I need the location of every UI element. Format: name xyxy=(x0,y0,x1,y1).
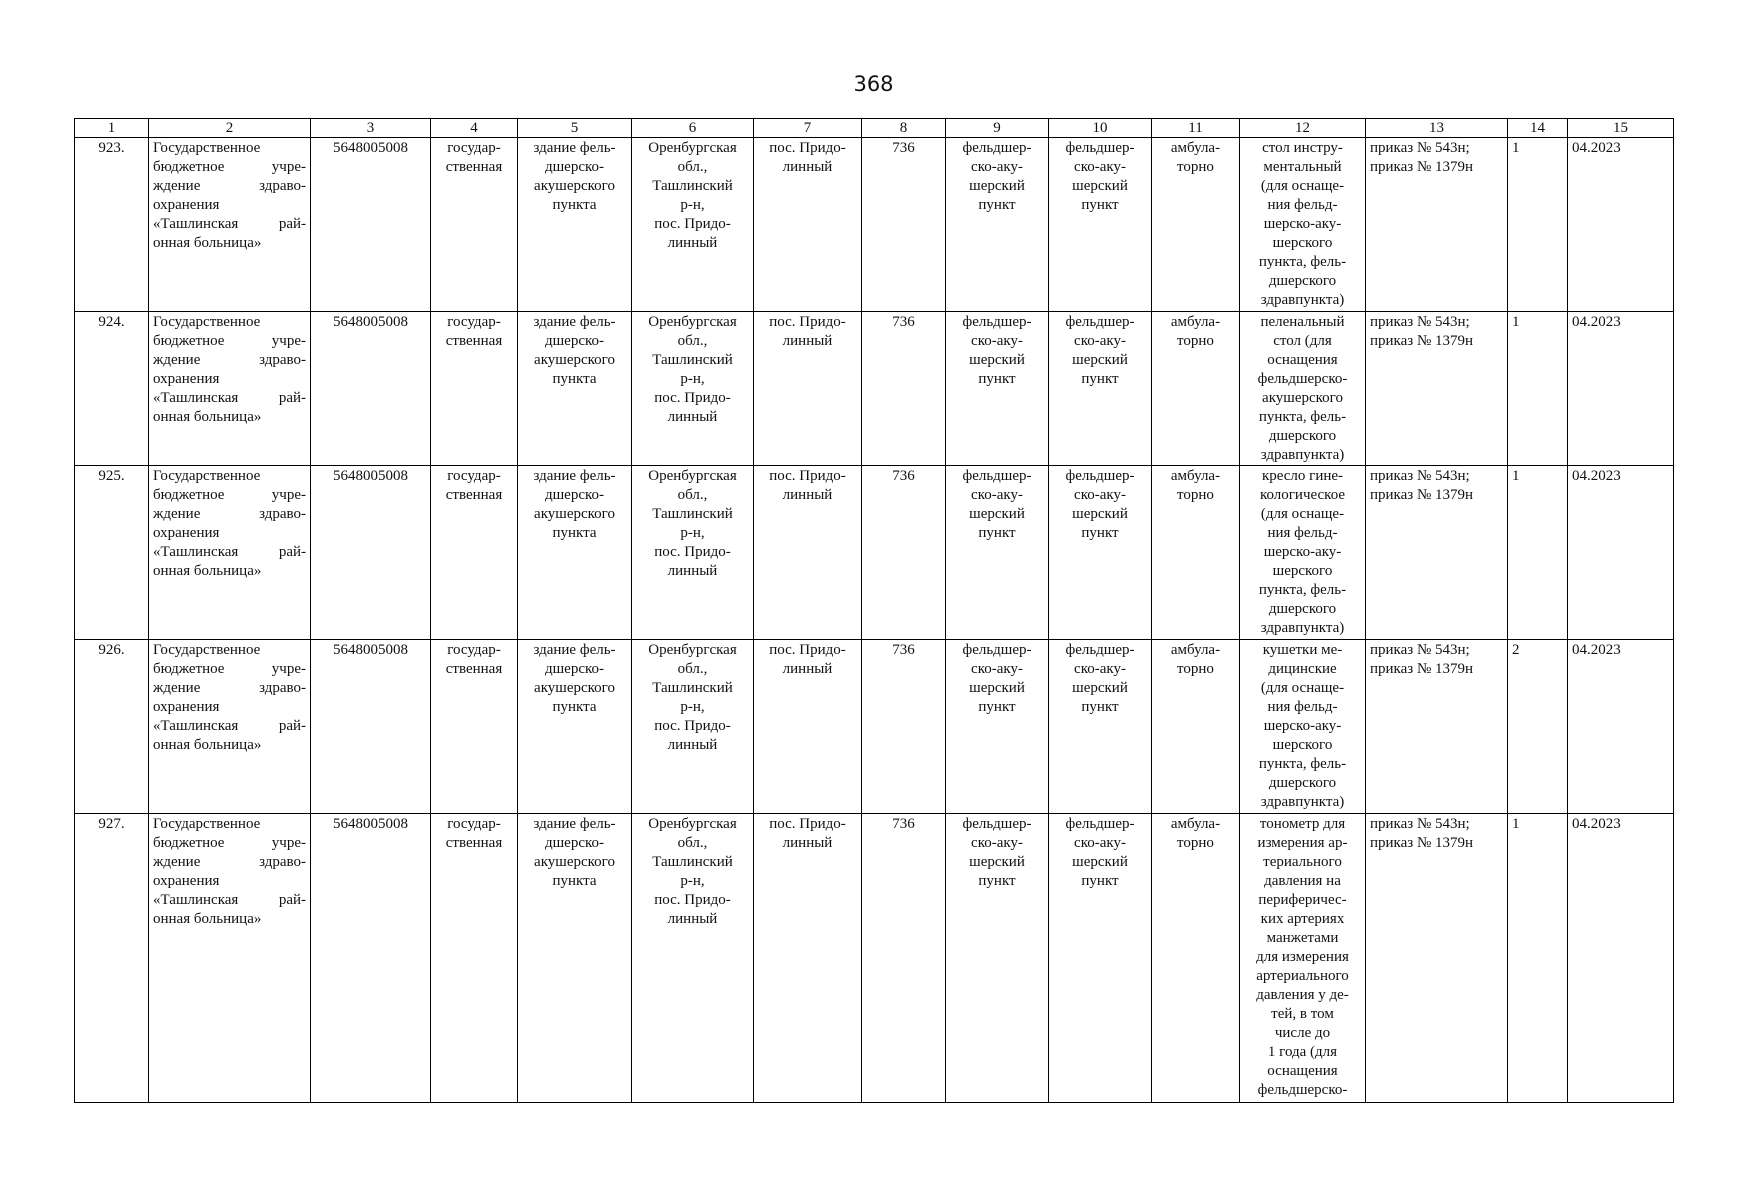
col-header: 6 xyxy=(632,119,754,138)
date-cell: 04.2023 xyxy=(1568,640,1674,814)
registry-table xyxy=(74,118,1674,1103)
col-header: 13 xyxy=(1366,119,1508,138)
code-cell: 736 xyxy=(862,466,946,640)
quantity-cell: 2 xyxy=(1508,640,1568,814)
care-form-cell: амбула- торно xyxy=(1152,312,1240,466)
code-cell: 736 xyxy=(862,814,946,1103)
col-header: 12 xyxy=(1240,119,1366,138)
table-row xyxy=(75,138,1674,312)
facility-type-cell: фельдшер- ско-аку- шерский пункт xyxy=(946,138,1049,312)
building-cell: здание фель- дшерско- акушерского пункта xyxy=(518,640,632,814)
organization-cell: Государственное бюджетное учре-ждение здраво-охранения «Ташлинская рай-онная больница» xyxy=(149,312,311,466)
facility-subtype-cell: фельдшер- ско-аку- шерский пункт xyxy=(1049,466,1152,640)
code-cell: 736 xyxy=(862,138,946,312)
order-cell: приказ № 543н; приказ № 1379н xyxy=(1366,640,1508,814)
organization-cell: Государственное бюджетное учре-ждение здраво-охранения «Ташлинская рай-онная больница» xyxy=(149,640,311,814)
equipment-cell: стол инстру- ментальный (для оснаще- ния фельд- шерско-аку- шерского пункта, фель- дшерского здравпункта) xyxy=(1240,138,1366,312)
ownership-cell: государ- ственная xyxy=(431,312,518,466)
equipment-cell: пеленальный стол (для оснащения фельдшерско- акушерского пункта, фель- дшерского здравпункта) xyxy=(1240,312,1366,466)
organization-cell: Государственное бюджетное учре-ждение здраво-охранения «Ташлинская рай-онная больница» xyxy=(149,466,311,640)
building-cell: здание фель- дшерско- акушерского пункта xyxy=(518,466,632,640)
building-cell: здание фель- дшерско- акушерского пункта xyxy=(518,814,632,1103)
inn-cell: 5648005008 xyxy=(311,814,431,1103)
order-cell: приказ № 543н; приказ № 1379н xyxy=(1366,466,1508,640)
facility-type-cell: фельдшер- ско-аку- шерский пункт xyxy=(946,466,1049,640)
equipment-cell: тонометр для измерения ар- териального давления на периферичес- ких артериях манжетами для измерения артериального давления у де- тей, в том числе до 1 года (для оснащения фельдшерско- xyxy=(1240,814,1366,1103)
facility-subtype-cell: фельдшер- ско-аку- шерский пункт xyxy=(1049,312,1152,466)
col-header: 10 xyxy=(1049,119,1152,138)
code-cell: 736 xyxy=(862,312,946,466)
equipment-cell: кресло гине- кологическое (для оснаще- ния фельд- шерско-аку- шерского пункта, фель- дшерского здравпункта) xyxy=(1240,466,1366,640)
building-cell: здание фель- дшерско- акушерского пункта xyxy=(518,138,632,312)
inn-cell: 5648005008 xyxy=(311,640,431,814)
care-form-cell: амбула- торно xyxy=(1152,814,1240,1103)
quantity-cell: 1 xyxy=(1508,312,1568,466)
row-number: 923. xyxy=(75,138,149,312)
ownership-cell: государ- ственная xyxy=(431,640,518,814)
row-number: 927. xyxy=(75,814,149,1103)
col-header: 3 xyxy=(311,119,431,138)
address-cell: Оренбургская обл., Ташлинский р-н, пос. Придо- линный xyxy=(632,814,754,1103)
col-header: 1 xyxy=(75,119,149,138)
care-form-cell: амбула- торно xyxy=(1152,640,1240,814)
address-cell: Оренбургская обл., Ташлинский р-н, пос. Придо- линный xyxy=(632,466,754,640)
organization-cell: Государственное бюджетное учре-ждение здраво-охранения «Ташлинская рай-онная больница» xyxy=(149,814,311,1103)
row-number: 924. xyxy=(75,312,149,466)
quantity-cell: 1 xyxy=(1508,814,1568,1103)
quantity-cell: 1 xyxy=(1508,466,1568,640)
table-row xyxy=(75,814,1674,1103)
col-header: 5 xyxy=(518,119,632,138)
care-form-cell: амбула- торно xyxy=(1152,138,1240,312)
order-cell: приказ № 543н; приказ № 1379н xyxy=(1366,138,1508,312)
quantity-cell: 1 xyxy=(1508,138,1568,312)
page-number: 368 xyxy=(853,72,894,96)
inn-cell: 5648005008 xyxy=(311,312,431,466)
table-row xyxy=(75,466,1674,640)
row-number: 925. xyxy=(75,466,149,640)
col-header: 15 xyxy=(1568,119,1674,138)
col-header: 14 xyxy=(1508,119,1568,138)
date-cell: 04.2023 xyxy=(1568,312,1674,466)
facility-subtype-cell: фельдшер- ско-аку- шерский пункт xyxy=(1049,640,1152,814)
table-row xyxy=(75,312,1674,466)
settlement-cell: пос. Придо- линный xyxy=(754,466,862,640)
address-cell: Оренбургская обл., Ташлинский р-н, пос. Придо- линный xyxy=(632,640,754,814)
date-cell: 04.2023 xyxy=(1568,466,1674,640)
facility-type-cell: фельдшер- ско-аку- шерский пункт xyxy=(946,312,1049,466)
col-header: 9 xyxy=(946,119,1049,138)
care-form-cell: амбула- торно xyxy=(1152,466,1240,640)
ownership-cell: государ- ственная xyxy=(431,138,518,312)
inn-cell: 5648005008 xyxy=(311,466,431,640)
column-number-row xyxy=(75,119,1674,138)
date-cell: 04.2023 xyxy=(1568,138,1674,312)
facility-subtype-cell: фельдшер- ско-аку- шерский пункт xyxy=(1049,814,1152,1103)
row-number: 926. xyxy=(75,640,149,814)
inn-cell: 5648005008 xyxy=(311,138,431,312)
code-cell: 736 xyxy=(862,640,946,814)
col-header: 11 xyxy=(1152,119,1240,138)
building-cell: здание фель- дшерско- акушерского пункта xyxy=(518,312,632,466)
settlement-cell: пос. Придо- линный xyxy=(754,138,862,312)
ownership-cell: государ- ственная xyxy=(431,466,518,640)
order-cell: приказ № 543н; приказ № 1379н xyxy=(1366,312,1508,466)
address-cell: Оренбургская обл., Ташлинский р-н, пос. Придо- линный xyxy=(632,312,754,466)
address-cell: Оренбургская обл., Ташлинский р-н, пос. Придо- линный xyxy=(632,138,754,312)
organization-cell: Государственное бюджетное учре-ждение здраво-охранения «Ташлинская рай-онная больница» xyxy=(149,138,311,312)
col-header: 7 xyxy=(754,119,862,138)
col-header: 8 xyxy=(862,119,946,138)
facility-subtype-cell: фельдшер- ско-аку- шерский пункт xyxy=(1049,138,1152,312)
equipment-cell: кушетки ме- дицинские (для оснаще- ния фельд- шерско-аку- шерского пункта, фель- дшерского здравпункта) xyxy=(1240,640,1366,814)
settlement-cell: пос. Придо- линный xyxy=(754,312,862,466)
settlement-cell: пос. Придо- линный xyxy=(754,640,862,814)
facility-type-cell: фельдшер- ско-аку- шерский пункт xyxy=(946,640,1049,814)
col-header: 2 xyxy=(149,119,311,138)
date-cell: 04.2023 xyxy=(1568,814,1674,1103)
table-row xyxy=(75,640,1674,814)
facility-type-cell: фельдшер- ско-аку- шерский пункт xyxy=(946,814,1049,1103)
order-cell: приказ № 543н; приказ № 1379н xyxy=(1366,814,1508,1103)
col-header: 4 xyxy=(431,119,518,138)
ownership-cell: государ- ственная xyxy=(431,814,518,1103)
settlement-cell: пос. Придо- линный xyxy=(754,814,862,1103)
